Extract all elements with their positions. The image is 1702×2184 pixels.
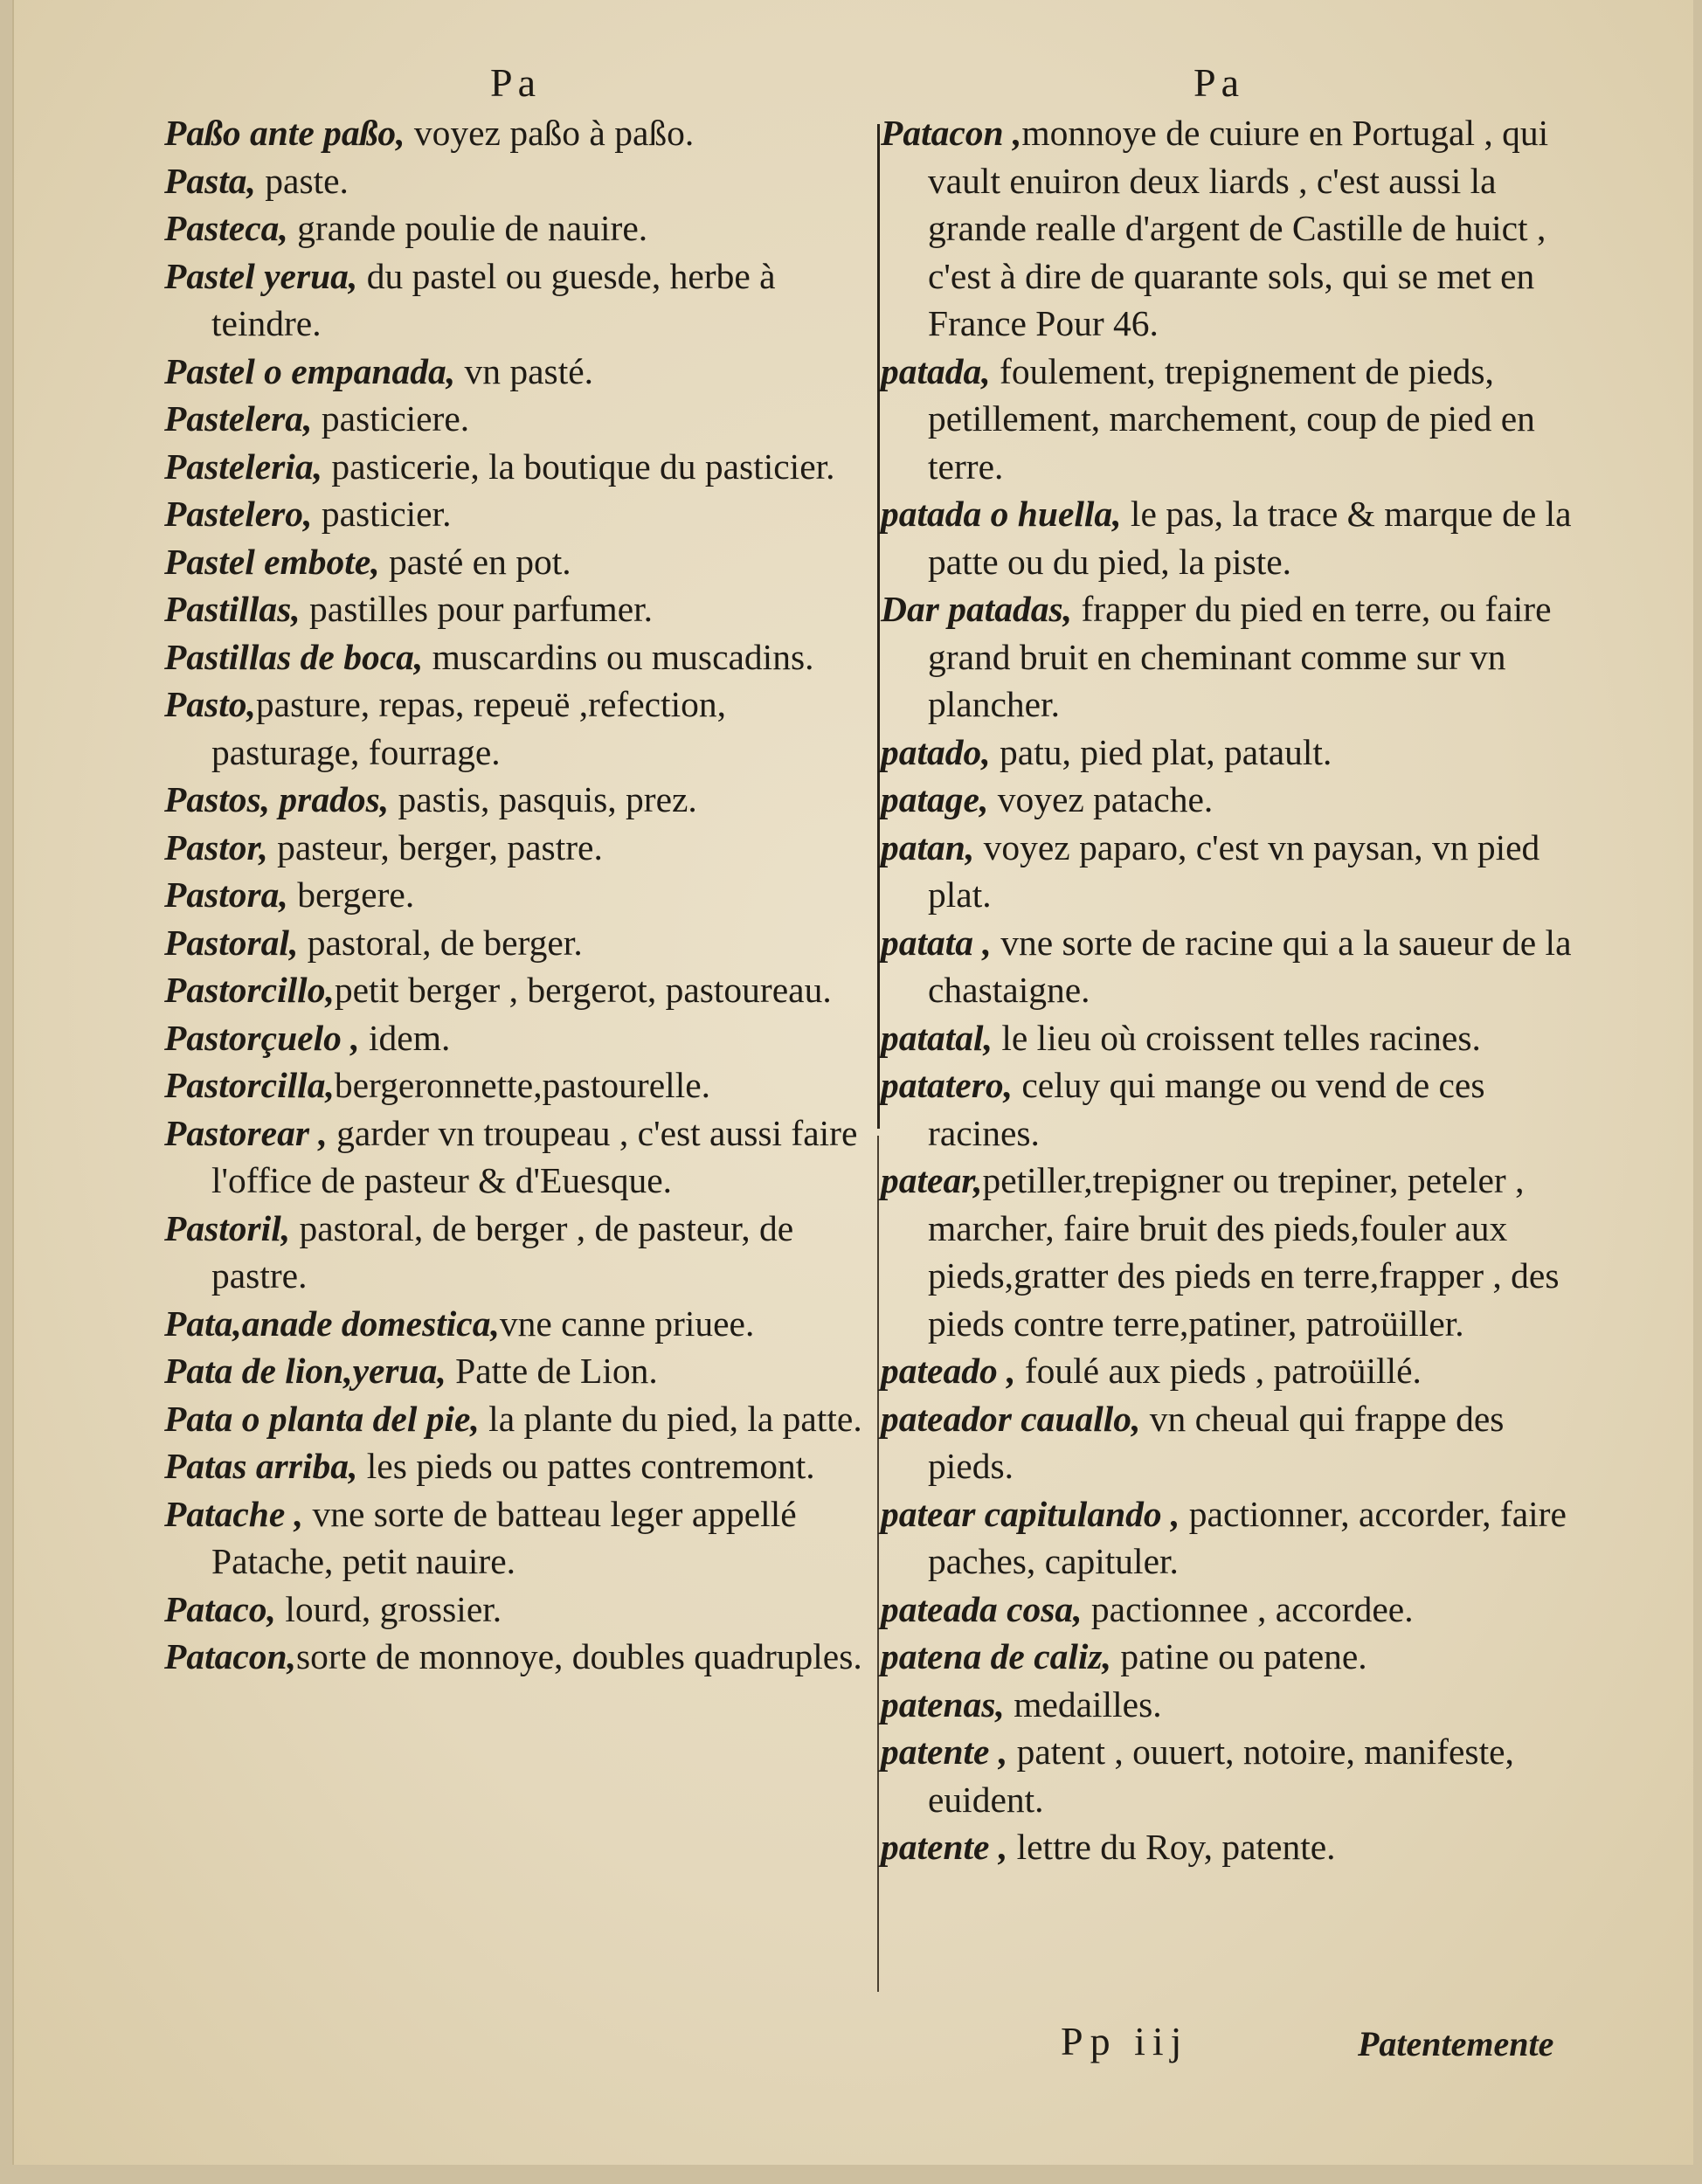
entry-headword: Paßo ante paßo, [164, 113, 405, 153]
dictionary-entry [881, 824, 1590, 919]
entry-definition: vn pasté. [455, 350, 594, 391]
entry-headword: Pastora, [164, 874, 288, 915]
dictionary-entry [164, 538, 863, 586]
catchword: Patentemente [1358, 2024, 1554, 2063]
entry-headword: Patacon, [164, 1636, 297, 1676]
entry-headword: pateado , [881, 1351, 1016, 1391]
entry-definition: le pas, la trace & marque de la patte ou du pied, la piste. [928, 494, 1572, 582]
column-divider [877, 124, 880, 1129]
entry-headword: patente , [881, 1827, 1008, 1867]
dictionary-entry [164, 585, 863, 633]
dictionary-entry [164, 1586, 863, 1634]
dictionary-entry [164, 1014, 863, 1062]
entry-headword: patado, [881, 731, 991, 772]
entry-headword: patage, [881, 779, 989, 819]
entry-headword: Pastelera, [164, 398, 313, 439]
entry-headword: patear, [881, 1160, 983, 1200]
entry-headword: pateada cosa, [881, 1588, 1083, 1629]
entry-headword: patada, [881, 350, 991, 391]
book-page [12, 0, 1693, 2165]
entry-headword: pateador cauallo, [881, 1398, 1141, 1439]
dictionary-entry [881, 348, 1590, 491]
entry-headword: Pastoril, [164, 1207, 291, 1248]
entry-definition: voyez paßo à paßo. [405, 113, 695, 153]
entry-definition: du pastel ou guesde, herbe à teindre. [211, 255, 776, 343]
entry-headword: Pataco, [164, 1588, 276, 1629]
entry-definition: la plante du pied, la patte. [479, 1398, 862, 1439]
entry-headword: Pastillas, [164, 589, 301, 629]
dictionary-entry [164, 157, 863, 205]
entry-definition: voyez patache. [988, 779, 1214, 819]
entry-definition: petit berger , bergerot, pastoureau. [334, 970, 832, 1010]
running-head-right: Pa [1193, 60, 1244, 105]
entry-headword: Pastillas de boca, [164, 636, 424, 677]
entry-definition: lourd, grossier. [275, 1588, 502, 1629]
entry-headword: Pasteleria, [164, 446, 322, 487]
entry-definition: frapper du pied en terre, ou faire grand bruit en cheminant comme sur vn plancher. [928, 589, 1552, 724]
entry-definition: pasticiere. [312, 398, 470, 439]
dictionary-entry [164, 348, 863, 396]
dictionary-entry [164, 1061, 863, 1109]
entry-headword: Pastor, [164, 826, 268, 867]
entry-definition: garder vn troupeau , c'est aussi faire l'office de pasteur & d'Euesque. [211, 1112, 858, 1200]
dictionary-entry [881, 776, 1590, 824]
entry-headword: Pastorçuelo , [164, 1017, 360, 1058]
entry-definition: patine ou patene. [1110, 1636, 1367, 1676]
entry-definition: medailles. [1004, 1683, 1162, 1724]
dictionary-entry [164, 490, 863, 538]
entry-definition: vne sorte de racine qui a la saueur de la chastaigne. [928, 922, 1572, 1010]
entry-definition: bergere. [287, 874, 415, 915]
dictionary-entry [164, 204, 863, 252]
entry-headword: Patache , [164, 1493, 304, 1534]
entry-definition: pastilles pour parfumer. [300, 589, 654, 629]
dictionary-entry [164, 919, 863, 967]
dictionary-entry [881, 585, 1590, 729]
entry-definition: grande poulie de nauire. [287, 208, 648, 248]
entry-headword: Pata,anade domestica, [164, 1303, 500, 1344]
dictionary-entry [881, 1633, 1590, 1681]
dictionary-entry [164, 1205, 863, 1300]
entry-definition: petiller,trepigner ou trepiner, peteler , marcher, faire bruit des pieds,fouler aux pieds,gratter des pieds en terre,frapper , des pieds contre terre,patiner, patroüiller. [928, 1160, 1560, 1344]
entry-headword: Pastelero, [164, 494, 313, 534]
dictionary-entry [881, 729, 1590, 777]
entry-definition: pastoral, de berger. [298, 922, 583, 963]
dictionary-entry [881, 1014, 1590, 1062]
entry-definition: pasté en pot. [379, 541, 571, 582]
dictionary-entry [881, 1586, 1590, 1634]
entry-headword: Pastorcilla, [164, 1065, 335, 1105]
entry-headword: Patas arriba, [164, 1446, 358, 1486]
entry-headword: patatal, [881, 1017, 993, 1058]
entry-definition: pactionnee , accordee. [1082, 1588, 1414, 1629]
dictionary-entry [881, 1395, 1590, 1490]
entry-headword: patan, [881, 826, 975, 867]
entry-headword: Pastorcillo, [164, 970, 335, 1010]
dictionary-entry [881, 1061, 1590, 1157]
right-column [881, 109, 1590, 1871]
entry-definition: foulement, trepignement de pieds, petillement, marchement, coup de pied en terre. [928, 350, 1535, 487]
column-divider-lower [877, 1136, 879, 1992]
dictionary-entry [881, 1681, 1590, 1729]
dictionary-entry [881, 1490, 1590, 1586]
entry-definition: vn cheual qui frappe des pieds. [928, 1398, 1505, 1486]
dictionary-entry [881, 1823, 1590, 1871]
entry-headword: patente , [881, 1731, 1008, 1772]
dictionary-entry [881, 109, 1590, 348]
entry-definition: patu, pied plat, patault. [990, 731, 1332, 772]
running-head-left: Pa [490, 60, 541, 105]
dictionary-entry [164, 776, 863, 824]
entry-definition: patent , ouuert, notoire, manifeste, euident. [928, 1731, 1514, 1820]
entry-definition: Patte de Lion. [446, 1351, 658, 1391]
entry-headword: Pastel embote, [164, 541, 380, 582]
entry-definition: monnoye de cuiure en Portugal , qui vault enuiron deux liards , c'est aussi la grande realle d'argent de Castille de huict , c'est à dire de quarante sols, qui se met en France Pour 46. [928, 113, 1549, 343]
dictionary-entry [164, 1347, 863, 1395]
entry-headword: Dar patadas, [881, 589, 1073, 629]
entry-definition: vne sorte de batteau leger appellé Patache, petit nauire. [211, 1493, 797, 1581]
entry-headword: Patacon , [881, 113, 1022, 153]
dictionary-entry [164, 1633, 863, 1681]
dictionary-entry [164, 1490, 863, 1586]
dictionary-entry [164, 252, 863, 348]
entry-definition: paste. [255, 160, 349, 201]
dictionary-entry [881, 490, 1590, 585]
entry-headword: patenas, [881, 1683, 1005, 1724]
entry-headword: Pastel o empanada, [164, 350, 456, 391]
entry-headword: patatero, [881, 1065, 1014, 1105]
dictionary-entry [881, 1157, 1590, 1347]
entry-headword: patear capitulando , [881, 1493, 1180, 1534]
dictionary-entry [164, 824, 863, 872]
entry-headword: Pasteca, [164, 208, 288, 248]
entry-definition: lettre du Roy, patente. [1007, 1827, 1336, 1867]
entry-definition: bergeronnette,pastourelle. [334, 1065, 711, 1105]
entry-definition: sorte de monnoye, doubles quadruples. [296, 1636, 862, 1676]
entry-definition: pastis, pasquis, prez. [389, 779, 697, 819]
dictionary-entry [164, 1442, 863, 1490]
dictionary-entry [881, 1347, 1590, 1395]
entry-headword: Pasta, [164, 160, 256, 201]
entry-definition: celuy qui mange ou vend de ces racines. [928, 1065, 1485, 1153]
entry-headword: Pata o planta del pie, [164, 1398, 480, 1439]
entry-headword: Pastoral, [164, 922, 299, 963]
entry-definition: foulé aux pieds , patroüillé. [1015, 1351, 1422, 1391]
entry-headword: Pastos, prados, [164, 779, 390, 819]
entry-headword: Pastorear , [164, 1112, 328, 1153]
entry-definition: pasticier. [312, 494, 452, 534]
entry-definition: pactionner, accorder, faire paches, capituler. [928, 1493, 1567, 1581]
dictionary-entry [164, 871, 863, 919]
entry-headword: Pasto, [164, 684, 256, 724]
dictionary-entry [164, 109, 863, 157]
dictionary-entry [164, 443, 863, 491]
dictionary-entry [164, 1300, 863, 1348]
entry-definition: vne canne priuee. [499, 1303, 755, 1344]
entry-definition: muscardins ou muscadins. [423, 636, 814, 677]
entry-definition: idem. [359, 1017, 451, 1058]
dictionary-entry [164, 966, 863, 1014]
dictionary-entry [164, 395, 863, 443]
entry-headword: patata , [881, 922, 992, 963]
dictionary-entry [164, 1395, 863, 1443]
dictionary-entry [881, 919, 1590, 1014]
entry-definition: pasture, repas, repeuë ,refection, pasturage, fourrage. [211, 684, 726, 772]
entry-definition: pasteur, berger, pastre. [267, 826, 603, 867]
entry-definition: pastoral, de berger , de pasteur, de pastre. [211, 1207, 794, 1296]
entry-definition: voyez paparo, c'est vn paysan, vn pied plat. [928, 826, 1540, 915]
dictionary-entry [881, 1728, 1590, 1823]
left-column [164, 109, 863, 1681]
entry-headword: patada o huella, [881, 494, 1122, 534]
entry-definition: les pieds ou pattes contremont. [357, 1446, 815, 1486]
signature-mark: Pp iij [1061, 2019, 1189, 2063]
entry-headword: Pastel yerua, [164, 255, 358, 296]
dictionary-entry [164, 681, 863, 776]
entry-definition: pasticerie, la boutique du pasticier. [322, 446, 835, 487]
entry-headword: patena de caliz, [881, 1636, 1111, 1676]
dictionary-entry [164, 1109, 863, 1205]
entry-definition: le lieu où croissent telles racines. [992, 1017, 1481, 1058]
entry-headword: Pata de lion,yerua, [164, 1351, 446, 1391]
dictionary-entry [164, 633, 863, 681]
